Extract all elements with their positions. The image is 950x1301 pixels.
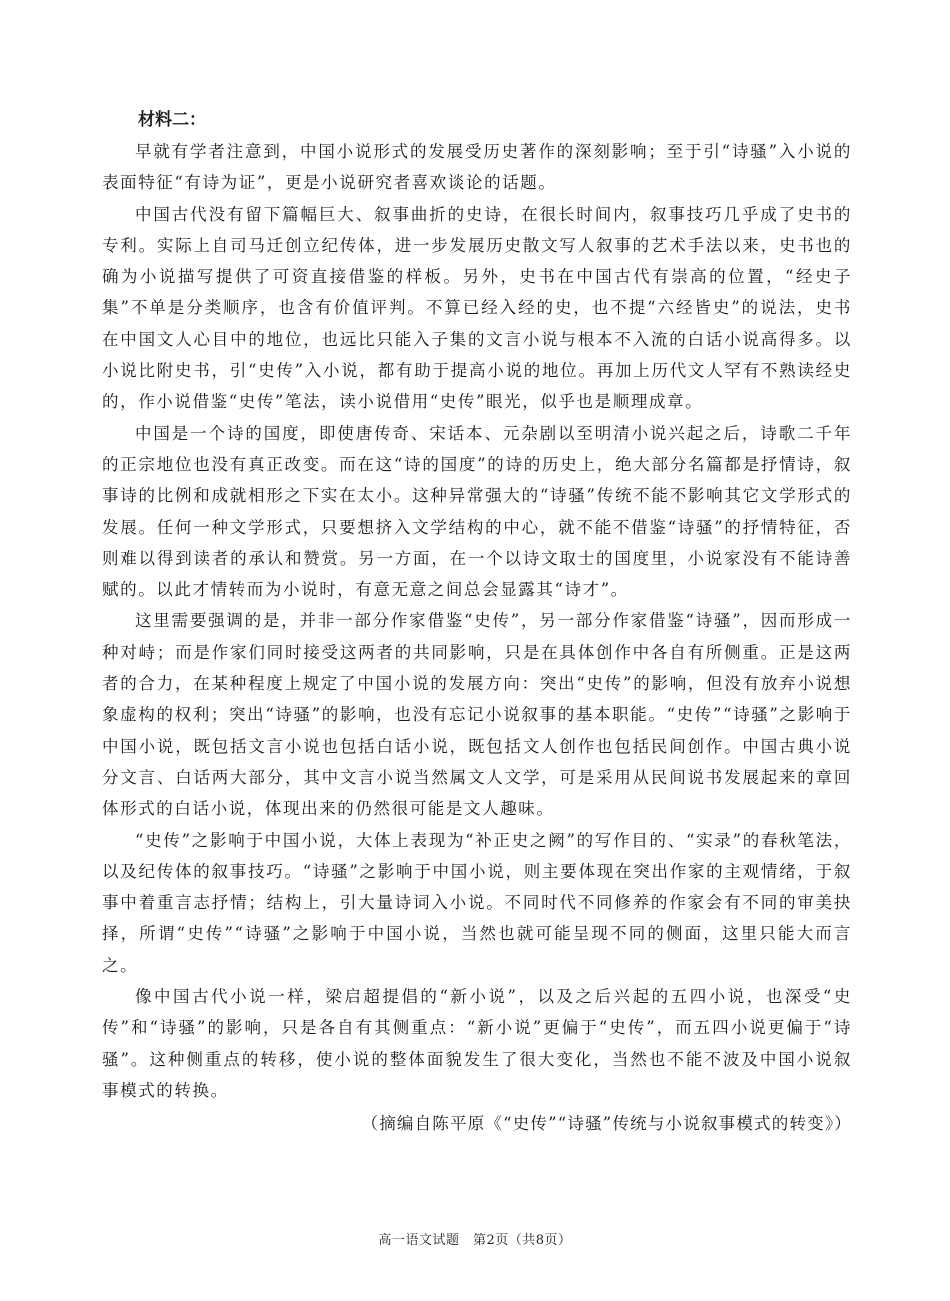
page-footer: 高一语文试题 第2页（共8页）	[378, 1233, 572, 1248]
document-body	[102, 104, 852, 1140]
section-title: 材料二：	[138, 110, 206, 130]
source-citation: （摘编自陈平原《“史传”“诗骚”传统与小说叙事模式的转变》）	[361, 1114, 852, 1134]
paragraph-4: 这里需要强调的是，并非一部分作家借鉴“史传”，另一部分作家借鉴“诗骚”，因而形成一种对峙；而是作家们同时接受这两者的共同影响，只是在具体创作中各自有所侧重。正是这两者的合力，在某种程度上规定了中国小说的发展方向：突出“史传”的影响，但没有放弃小说想象虚构的权利；突出“诗骚”的影响，也没有忘记小说叙事的基本职能。“史传”“诗骚”之影响于中国小说，既包括文言小说也包括白话小说，既包括文人创作也包括民间创作。中国古典小说分文言、白话两大部分，其中文言小说当然属文人文学，可是采用从民间说书发展起来的章回体形式的白话小说，体现出来的仍然很可能是文人趣味。	[102, 611, 852, 819]
paragraph-1: 早就有学者注意到，中国小说形式的发展受历史著作的深刻影响；至于引“诗骚”入小说的表面特征“有诗为证”，更是小说研究者喜欢谈论的话题。	[102, 142, 852, 193]
paragraph-3: 中国是一个诗的国度，即使唐传奇、宋话本、元杂剧以至明清小说兴起之后，诗歌二千年的正宗地位也没有真正改变。而在这“诗的国度”的诗的历史上，绝大部分名篇都是抒情诗，叙事诗的比例和成就相形之下实在太小。这种异常强大的“诗骚”传统不能不影响其它文学形式的发展。任何一种文学形式，只要想挤入文学结构的中心，就不能不借鉴“诗骚”的抒情特征，否则难以得到读者的承认和赞赏。另一方面，在一个以诗文取士的国度里，小说家没有不能诗善赋的。以此才情转而为小说时，有意无意之间总会显露其“诗才”。	[102, 423, 852, 600]
paragraph-5: “史传”之影响于中国小说，大体上表现为“补正史之阙”的写作目的、“实录”的春秋笔法，以及纪传体的叙事技巧。“诗骚”之影响于中国小说，则主要体现在突出作家的主观情绪，于叙事中着重言志抒情；结构上，引大量诗词入小说。不同时代不同修养的作家会有不同的审美抉择，所谓“史传”“诗骚”之影响于中国小说，当然也就可能呈现不同的侧面，这里只能大而言之。	[102, 830, 852, 975]
paragraph-6: 像中国古代小说一样，梁启超提倡的“新小说”，以及之后兴起的五四小说，也深受“史传”和“诗骚”的影响，只是各自有其侧重点：“新小说”更偏于“史传”，而五四小说更偏于“诗骚”。这种侧重点的转移，使小说的整体面貌发生了很大变化，当然也不能不波及中国小说叙事模式的转换。	[102, 987, 852, 1100]
paragraph-2: 中国古代没有留下篇幅巨大、叙事曲折的史诗，在很长时间内，叙事技巧几乎成了史书的专利。实际上自司马迁创立纪传体，进一步发展历史散文写人叙事的艺术手法以来，史书也的确为小说描写提供了可资直接借鉴的样板。另外，史书在中国古代有崇高的位置，“经史子集”不单是分类顺序，也含有价值评判。不算已经入经的史，也不提“六经皆史”的说法，史书在中国文人心目中的地位，也远比只能入子集的文言小说与根本不入流的白话小说高得多。以小说比附史书，引“史传”入小说，都有助于提高小说的地位。再加上历代文人罕有不熟读经史的，作小说借鉴“史传”笔法，读小说借用“史传”眼光，似乎也是顺理成章。	[102, 204, 852, 412]
